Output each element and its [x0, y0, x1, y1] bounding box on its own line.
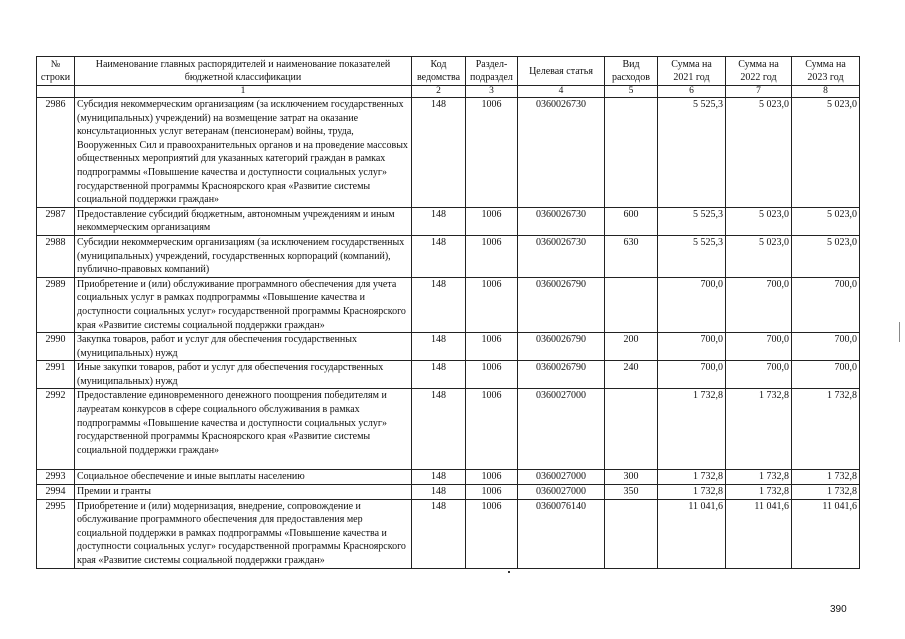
header-sum-2023: Сумма на 2023 год [792, 57, 860, 86]
header-expense-type: Вид расходов [605, 57, 658, 86]
page-number: 390 [830, 604, 847, 615]
column-number: 7 [726, 86, 792, 98]
sum-2023: 11 041,6 [792, 499, 860, 568]
table-header-row [37, 57, 860, 86]
target-article: 0360076140 [518, 499, 605, 568]
target-article: 0360027000 [518, 485, 605, 500]
header-target-article: Целевая статья [518, 57, 605, 86]
table-row [37, 207, 860, 235]
sum-2022: 1 732,8 [726, 470, 792, 485]
row-number: 2995 [37, 499, 75, 568]
row-number: 2994 [37, 485, 75, 500]
section-code: 1006 [466, 207, 518, 235]
target-article: 0360027000 [518, 470, 605, 485]
table-row [37, 389, 860, 470]
section-code: 1006 [466, 277, 518, 332]
expense-type: 600 [605, 207, 658, 235]
sum-2021: 700,0 [658, 361, 726, 389]
column-number: 4 [518, 86, 605, 98]
expense-type: 200 [605, 333, 658, 361]
section-code: 1006 [466, 389, 518, 470]
expense-type [605, 277, 658, 332]
expense-type [605, 499, 658, 568]
header-department-code: Код ведомства [412, 57, 466, 86]
sum-2022: 700,0 [726, 277, 792, 332]
table-row [37, 470, 860, 485]
table-row [37, 333, 860, 361]
section-code: 1006 [466, 235, 518, 277]
section-code: 1006 [466, 361, 518, 389]
sum-2022: 5 023,0 [726, 235, 792, 277]
row-name: Приобретение и (или) модернизация, внедрение, сопровождение и обслуживание программного обеспечения для предоставления мер социальной поддержки в рамках подпрограммы «Повышение качества и доступности социальных услуг» государственной программы Красноярского края «Развитие системы социальной поддержки граждан» [75, 499, 412, 568]
target-article: 0360026730 [518, 207, 605, 235]
budget-table [36, 56, 860, 569]
column-number-row [37, 86, 860, 98]
sum-2021: 1 732,8 [658, 485, 726, 500]
department-code: 148 [412, 235, 466, 277]
expense-type: 300 [605, 470, 658, 485]
table-row [37, 485, 860, 500]
sum-2022: 700,0 [726, 333, 792, 361]
column-number: 6 [658, 86, 726, 98]
row-number: 2993 [37, 470, 75, 485]
department-code: 148 [412, 389, 466, 470]
expense-type [605, 389, 658, 470]
row-number: 2986 [37, 98, 75, 208]
sum-2022: 11 041,6 [726, 499, 792, 568]
header-sum-2021: Сумма на 2021 год [658, 57, 726, 86]
row-name: Премии и гранты [75, 485, 412, 500]
sum-2021: 1 732,8 [658, 470, 726, 485]
scan-dot [508, 571, 510, 573]
sum-2021: 5 525,3 [658, 98, 726, 208]
section-code: 1006 [466, 333, 518, 361]
sum-2021: 1 732,8 [658, 389, 726, 470]
sum-2022: 700,0 [726, 361, 792, 389]
target-article: 0360026730 [518, 235, 605, 277]
department-code: 148 [412, 361, 466, 389]
sum-2021: 11 041,6 [658, 499, 726, 568]
sum-2021: 700,0 [658, 333, 726, 361]
row-number: 2989 [37, 277, 75, 332]
header-row-number: № строки [37, 57, 75, 86]
row-number: 2990 [37, 333, 75, 361]
row-name: Приобретение и (или) обслуживание программного обеспечения для учета социальных услуг в рамках подпрограммы «Повышение качества и доступности социальных услуг» государственной программы Красноярского края «Развитие системы социальной поддержки граждан» [75, 277, 412, 332]
scan-margin-mark [899, 322, 900, 342]
sum-2023: 700,0 [792, 277, 860, 332]
expense-type [605, 98, 658, 208]
department-code: 148 [412, 207, 466, 235]
department-code: 148 [412, 499, 466, 568]
target-article: 0360027000 [518, 389, 605, 470]
column-number: 8 [792, 86, 860, 98]
sum-2023: 5 023,0 [792, 207, 860, 235]
section-code: 1006 [466, 499, 518, 568]
table-row [37, 499, 860, 568]
header-sum-2022: Сумма на 2022 год [726, 57, 792, 86]
sum-2021: 5 525,3 [658, 207, 726, 235]
sum-2022: 1 732,8 [726, 485, 792, 500]
row-name: Закупка товаров, работ и услуг для обеспечения государственных (муниципальных) нужд [75, 333, 412, 361]
sum-2023: 5 023,0 [792, 98, 860, 208]
header-name: Наименование главных распорядителей и наименование показателей бюджетной классификации [75, 57, 412, 86]
column-number: 1 [75, 86, 412, 98]
row-number: 2987 [37, 207, 75, 235]
department-code: 148 [412, 470, 466, 485]
table-row [37, 361, 860, 389]
column-number: 3 [466, 86, 518, 98]
sum-2023: 1 732,8 [792, 485, 860, 500]
expense-type: 240 [605, 361, 658, 389]
sum-2022: 5 023,0 [726, 207, 792, 235]
row-number: 2991 [37, 361, 75, 389]
row-name: Субсидии некоммерческим организациям (за исключением государственных (муниципальных) учреждений, государственных корпораций (компаний), публично-правовых компаний) [75, 235, 412, 277]
column-number [37, 86, 75, 98]
sum-2023: 700,0 [792, 333, 860, 361]
row-name: Предоставление единовременного денежного поощрения победителям и лауреатам конкурсов в сфере социального обслуживания в рамках подпрограммы «Повышение качества и доступности социальных услуг» государственной программы Красноярского края «Развитие системы социальной поддержки граждан» [75, 389, 412, 470]
expense-type: 350 [605, 485, 658, 500]
target-article: 0360026790 [518, 333, 605, 361]
row-number: 2992 [37, 389, 75, 470]
sum-2023: 1 732,8 [792, 389, 860, 470]
sum-2022: 5 023,0 [726, 98, 792, 208]
department-code: 148 [412, 485, 466, 500]
column-number: 2 [412, 86, 466, 98]
section-code: 1006 [466, 98, 518, 208]
row-name: Субсидия некоммерческим организациям (за исключением государственных (муниципальных) учреждений) на возмещение затрат на оказание консультационных услуг ветеранам (пенсионерам) войны, труда, Вооруженных Сил и правоохранительных органов и на проведение массовых общественных мероприятий для указанных категорий граждан в рамках подпрограммы «Повышение качества и доступности социальных услуг» государственной программы Красноярского края «Развитие системы социальной поддержки граждан» [75, 98, 412, 208]
expense-type: 630 [605, 235, 658, 277]
column-number: 5 [605, 86, 658, 98]
table-row [37, 277, 860, 332]
department-code: 148 [412, 333, 466, 361]
department-code: 148 [412, 277, 466, 332]
row-name: Иные закупки товаров, работ и услуг для обеспечения государственных (муниципальных) нужд [75, 361, 412, 389]
sum-2021: 5 525,3 [658, 235, 726, 277]
sum-2021: 700,0 [658, 277, 726, 332]
table-row [37, 235, 860, 277]
sum-2023: 1 732,8 [792, 470, 860, 485]
table-row [37, 98, 860, 208]
section-code: 1006 [466, 485, 518, 500]
target-article: 0360026790 [518, 361, 605, 389]
row-name: Социальное обеспечение и иные выплаты населению [75, 470, 412, 485]
department-code: 148 [412, 98, 466, 208]
row-number: 2988 [37, 235, 75, 277]
target-article: 0360026790 [518, 277, 605, 332]
row-name: Предоставление субсидий бюджетным, автономным учреждениям и иным некоммерческим организациям [75, 207, 412, 235]
section-code: 1006 [466, 470, 518, 485]
target-article: 0360026730 [518, 98, 605, 208]
sum-2023: 700,0 [792, 361, 860, 389]
sum-2023: 5 023,0 [792, 235, 860, 277]
sum-2022: 1 732,8 [726, 389, 792, 470]
header-section: Раздел-подраздел [466, 57, 518, 86]
